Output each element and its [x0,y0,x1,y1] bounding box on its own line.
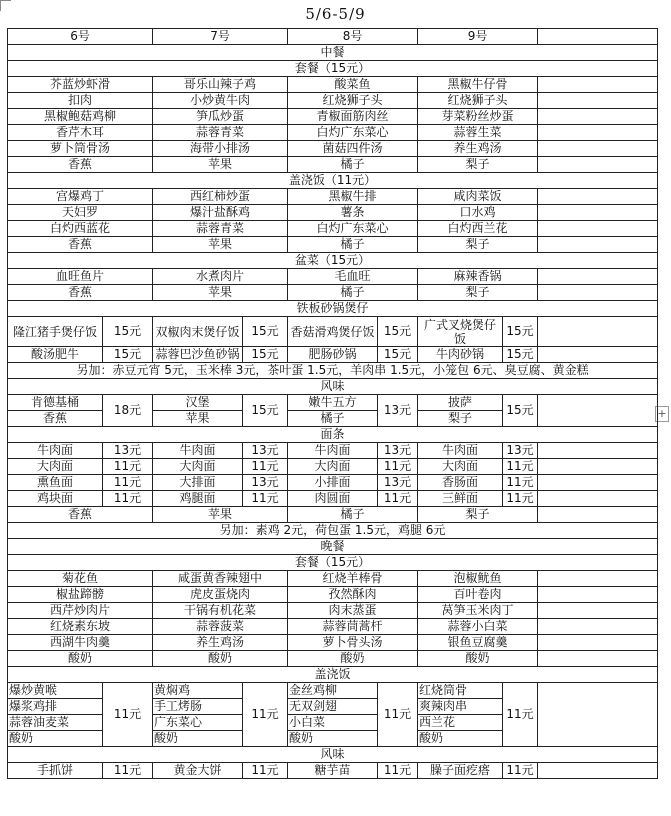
menu-cell: 橘子 [288,157,418,173]
menu-cell: 椒盐蹄髈 [8,587,153,603]
set-meal-row [8,93,658,109]
dish-price: 11元 [243,763,288,779]
dish-name: 肯德基桶 [8,395,103,411]
menu-cell: 黑椒鲍菇鸡柳 [8,109,153,125]
dish-name: 鸡腿面 [153,491,243,507]
noodle-row [8,459,658,475]
rice-bowl-label-row [8,173,658,189]
section-label: 风味 [8,747,658,763]
empty-cell [538,93,658,109]
dish-name: 手抓饼 [8,763,103,779]
dish-price: 15元 [503,317,538,347]
dish-name: 西兰花 [418,715,503,731]
menu-cell: 白灼广东菜心 [288,125,418,141]
noodles-label-row [8,427,658,443]
menu-cell: 孜然酥肉 [288,587,418,603]
dish-price: 15元 [103,317,153,347]
dish-name: 黄金大饼 [153,763,243,779]
menu-cell: 橘子 [288,285,418,301]
section-label: 面条 [8,427,658,443]
menu-cell: 白灼西蓝花 [8,221,153,237]
dish-price: 15元 [503,395,538,427]
set-meal-row [8,157,658,173]
empty-cell [538,491,658,507]
empty-cell [538,603,658,619]
menu-cell: 宫爆鸡丁 [8,189,153,205]
dish-price: 15元 [243,317,288,347]
menu-cell: 哥乐山辣子鸡 [153,77,288,93]
dish-name: 鸡块面 [8,491,103,507]
menu-cell: 苹果 [153,285,288,301]
dish-price: 18元 [103,395,153,427]
basin-row [8,269,658,285]
menu-cell: 薯条 [288,205,418,221]
set-meal-label-row [8,61,658,77]
fruit: 香蕉 [8,507,153,523]
dish-name: 小排面 [288,475,378,491]
dish-price: 13元 [103,443,153,459]
dish-price: 11元 [378,491,418,507]
empty-cell [538,507,658,523]
menu-cell: 蒜蓉小白菜 [418,619,538,635]
section-label: 套餐（15元） [8,555,658,571]
dish-price: 13元 [378,475,418,491]
menu-cell: 酸奶 [288,651,418,667]
dish-price: 11元 [378,459,418,475]
noodle-row [8,491,658,507]
add-icon[interactable]: + [655,406,669,422]
empty-cell [538,157,658,173]
dish-price: 11元 [103,683,153,747]
menu-cell: 酸奶 [153,651,288,667]
menu-cell: 肉末蒸蛋 [288,603,418,619]
dish-price: 11元 [378,683,418,747]
dish-price: 11元 [103,763,153,779]
menu-cell: 银鱼豆腐羹 [418,635,538,651]
dish-name: 牛肉面 [8,443,103,459]
dinner-flavor-label-row [8,747,658,763]
dish-name: 爆炒黄喉 [8,683,103,699]
dish-name: 香肠面 [418,475,503,491]
fruit: 橘子 [288,411,378,427]
extra-note: 另加：赤豆元宵 5元，玉米棒 3元，茶叶蛋 1.5元，羊肉串 1.5元，小笼包 6元、臭豆腐、黄金糕 [8,363,658,379]
menu-cell: 红烧狮子头 [418,93,538,109]
dish-price: 13元 [503,443,538,459]
empty-cell [538,77,658,93]
menu-cell: 泡椒鱿鱼 [418,571,538,587]
empty-cell [538,763,658,779]
dish-name: 黄焖鸡 [153,683,243,699]
menu-cell: 芽菜粉丝炒蛋 [418,109,538,125]
dish-name: 红烧筒骨 [418,683,503,699]
rice-bowl-row [8,237,658,253]
dish-price: 11元 [103,475,153,491]
menu-cell: 蒜蓉菠菜 [153,619,288,635]
empty-cell [538,475,658,491]
dish-name: 酸奶 [418,731,503,747]
menu-cell: 天妇罗 [8,205,153,221]
dish-price: 11元 [103,491,153,507]
menu-cell: 干锅有机花菜 [153,603,288,619]
section-label: 风味 [8,379,658,395]
dish-name: 蒜蓉巴沙鱼砂锅 [153,347,243,363]
set-meal-row [8,125,658,141]
menu-cell: 白灼广东菜心 [288,221,418,237]
dish-name: 隆江猪手煲仔饭 [8,317,103,347]
dish-name: 三鲜面 [418,491,503,507]
empty-cell [538,459,658,475]
empty-cell [538,651,658,667]
dish-name: 小白菜 [288,715,378,731]
dish-price: 15元 [243,347,288,363]
rice-bowl-row [8,189,658,205]
empty-cell [538,269,658,285]
dish-name: 牛肉面 [153,443,243,459]
menu-cell: 香芹木耳 [8,125,153,141]
set-meal-row [8,109,658,125]
dish-price: 15元 [378,317,418,347]
dish-name: 金丝鸡柳 [288,683,378,699]
section-label: 盖浇饭 [8,667,658,683]
menu-cell: 蒜蓉生菜 [418,125,538,141]
dish-price: 11元 [378,763,418,779]
dinner-rice-bowl-row [8,683,658,699]
dish-name: 大肉面 [153,459,243,475]
menu-table [7,28,658,779]
empty-cell [538,443,658,459]
noodle-extra-row [8,523,658,539]
empty-cell [538,635,658,651]
dish-name: 汉堡 [153,395,243,411]
dish-price: 11元 [503,475,538,491]
dish-price: 15元 [503,347,538,363]
dish-name: 爆浆鸡排 [8,699,103,715]
menu-cell: 青椒面筋肉丝 [288,109,418,125]
dish-name: 披萨 [418,395,503,411]
lunch-label-row [8,45,658,61]
dish-name: 牛肉砂锅 [418,347,503,363]
menu-cell: 萝卜筒骨汤 [8,141,153,157]
rice-bowl-row [8,205,658,221]
menu-cell: 笋瓜炒蛋 [153,109,288,125]
dish-price: 11元 [503,683,538,747]
menu-cell: 芥蓝炒虾滑 [8,77,153,93]
flavor-label-row [8,379,658,395]
menu-cell: 血旺鱼片 [8,269,153,285]
dish-name: 糖芋苗 [288,763,378,779]
dish-price: 11元 [503,459,538,475]
menu-cell: 小炒黄牛肉 [153,93,288,109]
menu-cell: 扣肉 [8,93,153,109]
section-label: 套餐（15元） [8,61,658,77]
noodle-fruit-row [8,507,658,523]
menu-cell: 梨子 [418,237,538,253]
empty-cell [538,109,658,125]
empty-cell [538,587,658,603]
menu-cell: 苹果 [153,237,288,253]
menu-cell: 西湖牛肉羹 [8,635,153,651]
menu-cell: 西红柿炒蛋 [153,189,288,205]
fruit: 香蕉 [8,411,103,427]
dinner-flavor-row [8,763,658,779]
dish-name: 无双剑翅 [288,699,378,715]
fruit: 橘子 [288,507,418,523]
menu-cell: 麻辣香锅 [418,269,538,285]
dinner-label-row [8,539,658,555]
fruit: 苹果 [153,507,288,523]
dish-name: 大肉面 [418,459,503,475]
dinner-rice-bowl-label-row [8,667,658,683]
dish-name: 酸奶 [8,731,103,747]
menu-cell: 养生鸡汤 [153,635,288,651]
menu-cell: 梨子 [418,285,538,301]
empty-cell [538,237,658,253]
empty-cell [538,221,658,237]
dish-name: 熏鱼面 [8,475,103,491]
menu-cell: 黑椒牛排 [288,189,418,205]
dinner-set-meal-row [8,619,658,635]
dish-name: 手工烤肠 [153,699,243,715]
day-header: 8号 [288,29,418,45]
dish-name: 肥肠砂锅 [288,347,378,363]
dish-name: 牛肉面 [418,443,503,459]
menu-cell: 酸奶 [8,651,153,667]
day-header: 9号 [418,29,538,45]
menu-cell: 酸菜鱼 [288,77,418,93]
empty-cell [538,317,658,347]
dish-price: 13元 [243,443,288,459]
dish-name: 蒜蓉油麦菜 [8,715,103,731]
set-meal-row [8,141,658,157]
dish-name: 臊子面疙瘩 [418,763,503,779]
empty-cell [538,141,658,157]
dish-price: 11元 [103,459,153,475]
menu-cell: 香蕉 [8,157,153,173]
menu-cell: 养生鸡汤 [418,141,538,157]
dish-name: 酸汤肥牛 [8,347,103,363]
menu-cell: 咸肉菜饭 [418,189,538,205]
dish-name: 大排面 [153,475,243,491]
dish-price: 11元 [243,459,288,475]
dish-name: 肉圆面 [288,491,378,507]
claypot-row [8,317,658,347]
menu-cell: 香蕉 [8,237,153,253]
menu-cell: 酸奶 [418,651,538,667]
dish-name: 香菇滑鸡煲仔饭 [288,317,378,347]
dish-price: 13元 [243,475,288,491]
empty-cell [538,125,658,141]
menu-cell: 白灼西兰花 [418,221,538,237]
day-header: 6号 [8,29,153,45]
empty-cell [538,285,658,301]
claypot-label-row [8,301,658,317]
noodle-row [8,443,658,459]
empty-cell [538,205,658,221]
set-meal-row [8,77,658,93]
dinner-set-meal-row [8,587,658,603]
dish-price: 15元 [103,347,153,363]
menu-cell: 西芹炒肉片 [8,603,153,619]
menu-cell: 香蕉 [8,285,153,301]
menu-cell: 红烧狮子头 [288,93,418,109]
dish-price: 11元 [503,763,538,779]
dish-name: 大肉面 [288,459,378,475]
menu-cell: 莴笋玉米肉丁 [418,603,538,619]
dish-price: 13元 [378,443,418,459]
menu-cell: 苹果 [153,157,288,173]
menu-cell: 海带小排汤 [153,141,288,157]
noodle-row [8,475,658,491]
section-label: 盆菜（15元） [8,253,658,269]
dish-name: 大肉面 [8,459,103,475]
basin-row [8,285,658,301]
section-label: 铁板砂锅煲仔 [8,301,658,317]
dish-name: 双椒肉末煲仔饭 [153,317,243,347]
header-row [8,29,658,45]
dinner-set-meal-row [8,571,658,587]
menu-cell: 水煮肉片 [153,269,288,285]
dinner-set-meal-row [8,603,658,619]
menu-cell: 蒜蓉茼蒿杆 [288,619,418,635]
menu-cell: 黑椒牛仔骨 [418,77,538,93]
menu-cell: 菊花鱼 [8,571,153,587]
empty-cell [538,619,658,635]
page-title: 5/6-5/9 [305,5,366,23]
dish-name: 广东菜心 [153,715,243,731]
menu-cell: 虎皮蛋烧肉 [153,587,288,603]
fruit: 苹果 [153,411,243,427]
empty-cell [538,347,658,363]
menu-cell: 蒜蓉青菜 [153,125,288,141]
menu-cell: 毛血旺 [288,269,418,285]
claypot-extra-row [8,363,658,379]
flavor-row [8,395,658,411]
dish-price: 11元 [243,683,288,747]
menu-cell: 橘子 [288,237,418,253]
empty-cell [538,189,658,205]
dish-price: 13元 [378,395,418,427]
dish-name: 嫩牛五方 [288,395,378,411]
section-label: 中餐 [8,45,658,61]
basin-label-row [8,253,658,269]
empty-cell [538,683,658,747]
rice-bowl-row [8,221,658,237]
section-label: 晚餐 [8,539,658,555]
menu-cell: 咸蛋黄香辣翅中 [153,571,288,587]
dish-name: 广式叉烧煲仔饭 [418,317,503,347]
dish-price: 15元 [378,347,418,363]
section-label: 盖浇饭（11元） [8,173,658,189]
day-header: 7号 [153,29,288,45]
menu-cell: 红烧素东坡 [8,619,153,635]
fruit: 梨子 [418,507,538,523]
menu-cell: 梨子 [418,157,538,173]
dish-price: 15元 [243,395,288,427]
dinner-set-meal-row [8,651,658,667]
menu-cell: 蒜蓉青菜 [153,221,288,237]
menu-cell: 口水鸡 [418,205,538,221]
menu-cell: 红烧羊棒骨 [288,571,418,587]
dish-name: 酸奶 [288,731,378,747]
fruit: 梨子 [418,411,503,427]
dinner-set-meal-label-row [8,555,658,571]
dinner-set-meal-row [8,635,658,651]
menu-cell: 菌菇四件汤 [288,141,418,157]
empty-cell [538,29,658,45]
menu-cell: 萝卜骨头汤 [288,635,418,651]
menu-cell: 爆汁盐酥鸡 [153,205,288,221]
extra-note: 另加：素鸡 2元，荷包蛋 1.5元，鸡腿 6元 [8,523,658,539]
claypot-row [8,347,658,363]
dish-name: 牛肉面 [288,443,378,459]
empty-cell [538,571,658,587]
menu-cell: 百叶卷肉 [418,587,538,603]
dish-name: 爽辣肉串 [418,699,503,715]
dish-price: 11元 [243,491,288,507]
dish-name: 酸奶 [153,731,243,747]
empty-cell [538,395,658,427]
dish-price: 11元 [503,491,538,507]
